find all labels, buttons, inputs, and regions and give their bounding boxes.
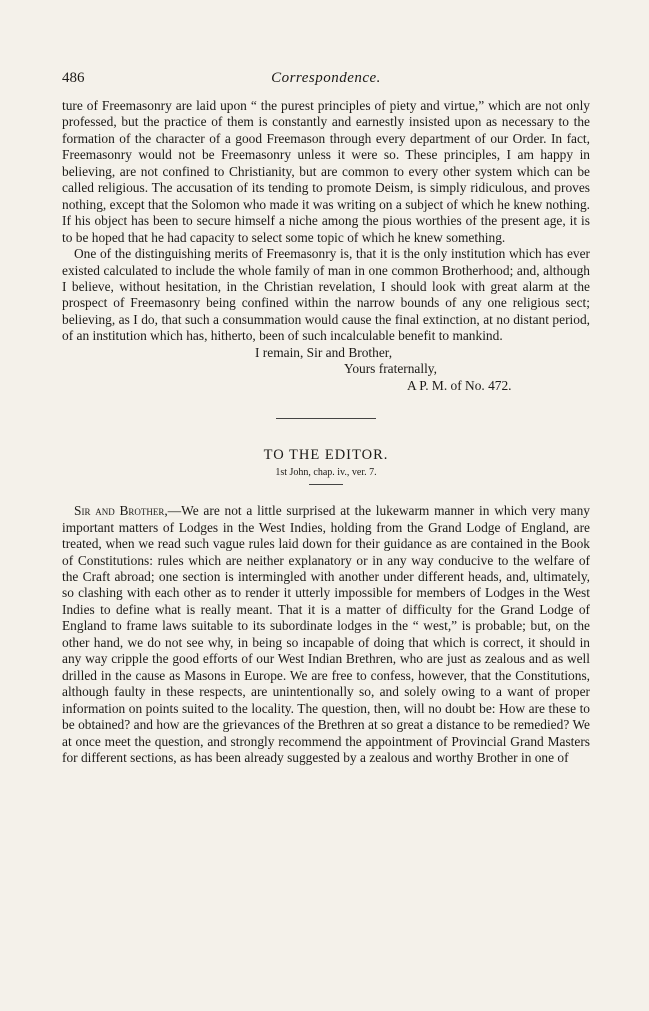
letter-paragraph-1: ture of Freemasonry are laid upon “ the purest principles of piety and virtue,” which are not only professed, but the practice of them is constantly and earnestly insisted upon as necessary to the formation of the character of a good Freemason through every department of our Order. In fact, Freemasonry would not be Freemasonry unless it were so. These principles, I am happy in believing, are not confined to Christianity, but are common to every other system which can be called religious. The accusation of its tending to promote Deism, is simply ridiculous, and proves nothing, except that the Solomon who made it was writing on a subject of which he knew nothing. If his object has been to secure himself a niche among the pious worthies of the present age, it is to be hoped that he had capacity to select some topic of which he knew something. bbox=[62, 98, 590, 245]
letter-closing bbox=[62, 345, 590, 394]
heading-rule bbox=[309, 484, 343, 485]
running-head: Correspondence. bbox=[271, 70, 381, 86]
letter-body-text: —We are not a little surprised at the lukewarm manner in which very many important matters of Lodges in the West Indies, holding from the Grand Lodge of England, are treated, when we read such vague rules laid down for their guidance as are contained in the Book of Constitutions: rules which are neither explanatory or in any way conducive to the welfare of the Craft abroad; one section is intermingled with another under different heads, and, ultimately, so clashing with each other as to render it utterly impossible for members of Lodges in the West Indies to define what is really meant. That it is a matter of difficulty for the Grand Lodge of England to frame laws suitable to its subordinate lodges in the “ west,” is probable; but, on the other hand, we do not see why, in being so incapable of doing that which is correct, it should in any way cripple the good efforts of our West Indian Brethren, who are just as zealous and as well drilled in the cause as Masons in Europe. We are free to confess, however, that the Constitutions, although faulty in these respects, are unintentionally so, and solely owing to a want of proper information on points suited to the locality. The question, then, will no doubt be: How are these to be obtained? and how are the grievances of the Brethren at so great a distance to be remedied? We at once meet the question, and strongly recommend the appointment of Provincial Grand Masters for different sections, as has been already suggested by a zealous and worthy Brother in one of bbox=[62, 503, 590, 765]
scripture-citation: 1st John, chap. iv., ver. 7. bbox=[275, 467, 377, 479]
section-divider bbox=[276, 418, 376, 419]
page bbox=[62, 70, 590, 766]
letter-body bbox=[62, 503, 590, 766]
closing-line-2: Yours fraternally, bbox=[344, 361, 437, 377]
salutation: Sir and Brother, bbox=[74, 503, 168, 519]
signature: A P. M. of No. 472. bbox=[407, 377, 512, 393]
letter-paragraph-2: One of the distinguishing merits of Freemasonry is, that it is the only institution which has ever existed calculated to include the whole family of man in one common Brotherhood; and, although I believe, without hesitation, in the Christian revelation, I should look with great alarm at the prospect of Freemasonry being confined within the narrow bounds of any one religious sect; believing, as I do, that such a consummation would cause the final extinction, at no distant period, of an institution which has, hitherto, been of such incalculable benefit to mankind. bbox=[62, 246, 590, 344]
page-number: 486 bbox=[62, 70, 85, 86]
letter-heading: TO THE EDITOR. bbox=[263, 447, 389, 464]
closing-line-1: I remain, Sir and Brother, bbox=[255, 344, 393, 360]
page-header bbox=[62, 70, 590, 92]
